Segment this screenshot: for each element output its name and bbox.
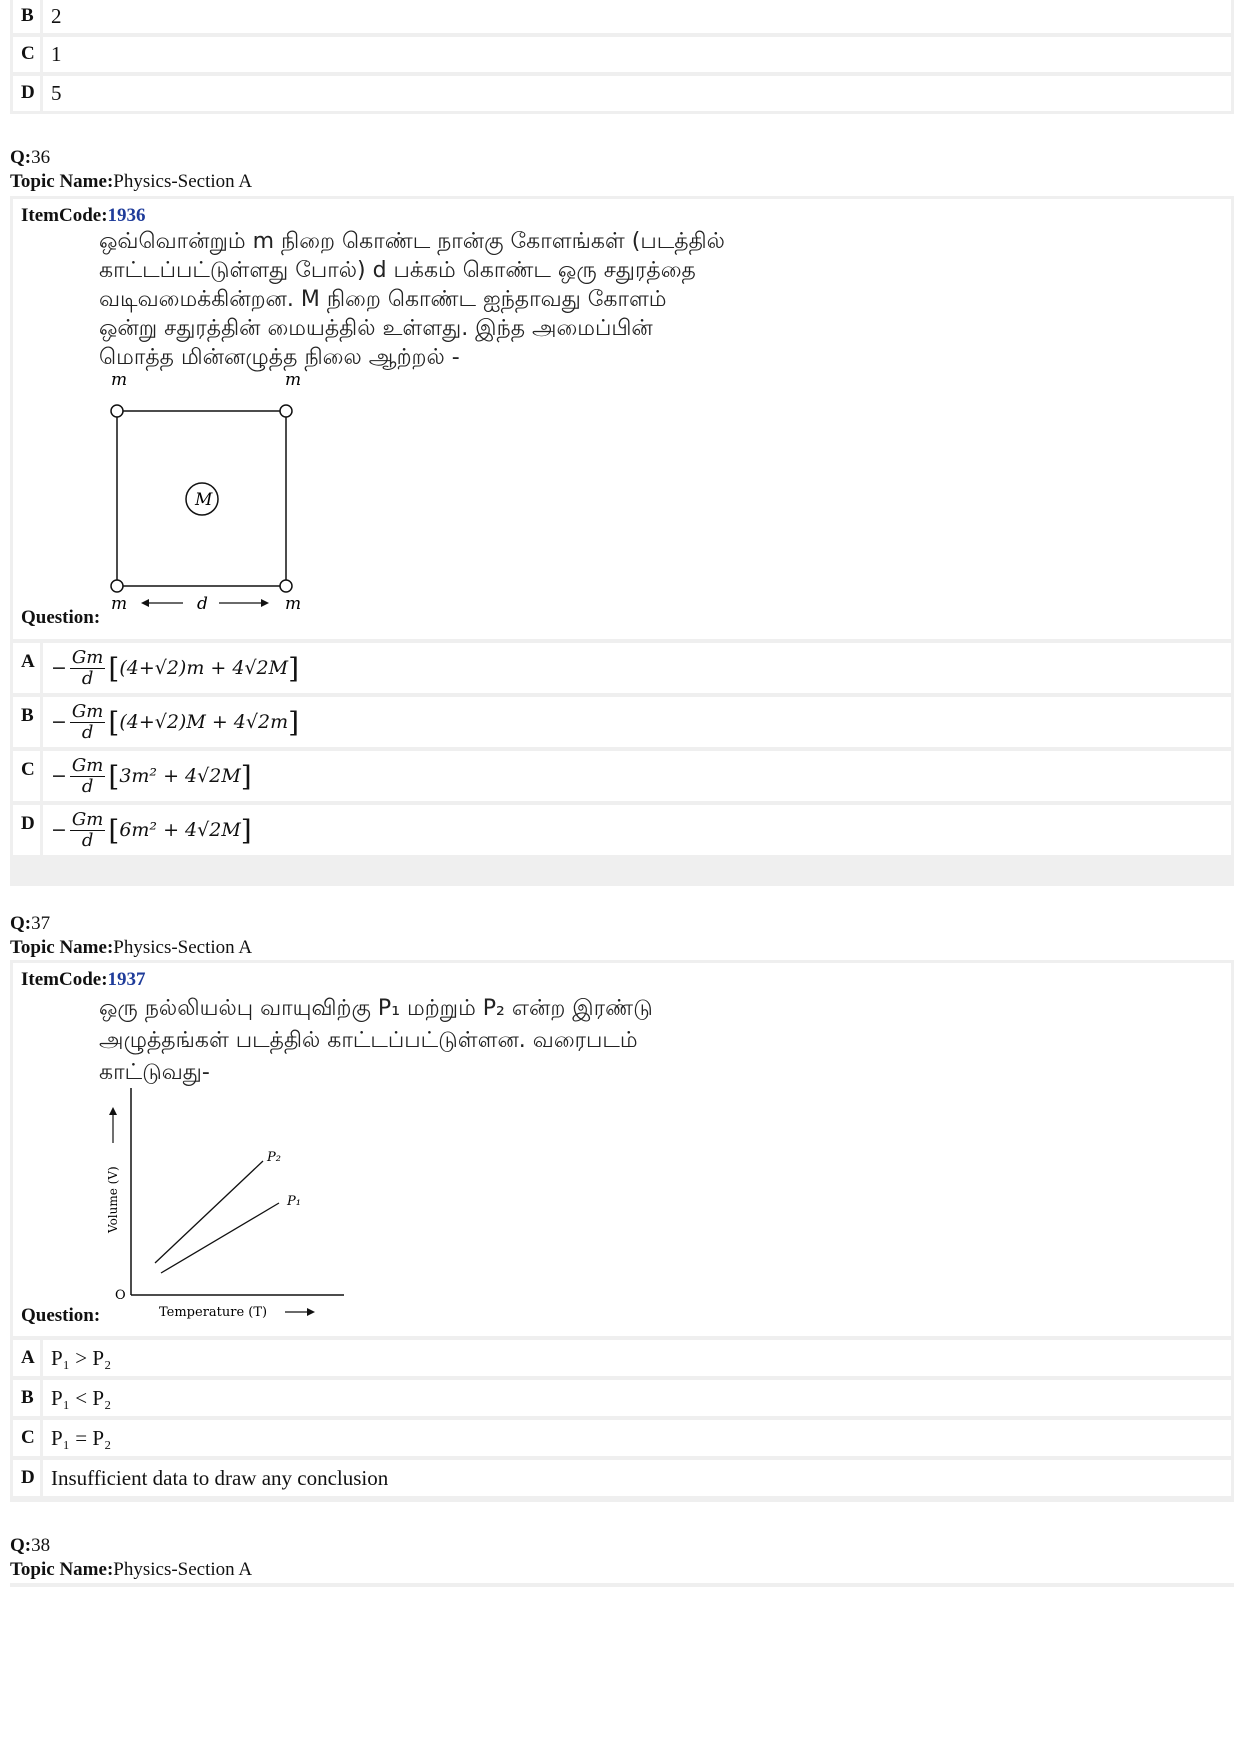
topic-name: Physics-Section A	[113, 1559, 253, 1580]
option-label: D	[13, 1460, 43, 1496]
option-text: Insufficient data to draw any conclusion	[51, 1465, 389, 1490]
mass-label-top-right: m	[285, 371, 302, 390]
line-p1	[161, 1203, 279, 1273]
q-label: Q:	[10, 913, 32, 934]
q-number: 36	[31, 147, 51, 168]
square-masses-figure	[99, 371, 339, 631]
item-code: ItemCode:1936	[21, 205, 146, 226]
question-label: Question:	[21, 1305, 101, 1326]
option-row	[13, 805, 1231, 855]
q-number: 38	[31, 1535, 51, 1556]
option-row	[13, 697, 1231, 747]
volume-temperature-graph	[99, 1083, 359, 1328]
option-label: A	[13, 643, 43, 693]
question-body	[13, 963, 1231, 1336]
x-axis-label: Temperature (T)	[159, 1305, 268, 1320]
option-row	[13, 1460, 1231, 1496]
corner-sphere	[111, 580, 123, 592]
option-row	[13, 76, 1231, 111]
option-row	[13, 37, 1231, 72]
mass-label-top-left: m	[111, 371, 128, 390]
option-label: A	[13, 1340, 43, 1376]
corner-sphere	[280, 405, 292, 417]
option-formula: − $\frac{Gm}{d}$ [ (4+√2)M + 4√2m ]	[51, 700, 300, 743]
p1-label: P₁	[287, 1194, 301, 1209]
q-number: 37	[31, 913, 51, 934]
option-label: C	[13, 37, 43, 72]
q-label: Q:	[10, 1535, 32, 1556]
option-label: C	[13, 751, 43, 801]
item-code: ItemCode:1937	[21, 969, 146, 990]
origin-label: O	[115, 1288, 126, 1303]
topic-label: Topic Name:	[10, 1559, 114, 1580]
question-header-37	[10, 912, 252, 960]
topic-name: Physics-Section A	[113, 171, 253, 192]
option-label: D	[13, 76, 43, 111]
q-label: Q:	[10, 147, 32, 168]
option-label: C	[13, 1420, 43, 1456]
question-body	[13, 199, 1231, 639]
option-formula: − $\frac{Gm}{d}$ [ (4+√2)m + 4√2M ]	[51, 646, 300, 689]
option-formula: − $\frac{Gm}{d}$ [ 6m² + 4√2M ]	[51, 808, 252, 851]
mass-label-bottom-left: m	[111, 594, 128, 614]
topic-label: Topic Name:	[10, 171, 114, 192]
p2-label: P₂	[267, 1150, 281, 1165]
question-text: ஒவ்வொன்றும் m நிறை கொண்ட நான்கு கோளங்கள் (படத்தில் காட்டப்பட்டுள்ளது போல்) d பக்கம் கொண்ட ஒரு சதுரத்தை வடிவமைக்கின்றன. M நிறை கொண்ட ஐந்தாவது கோளம் ஒன்று சதுரத்தின் மையத்தில் உள்ளது. இந்த அமைப்பின் மொத்த மின்னழுத்த நிலை ஆற்றல் -	[99, 229, 725, 370]
option-formula: − $\frac{Gm}{d}$ [ 3m² + 4√2M ]	[51, 754, 252, 797]
corner-sphere	[111, 405, 123, 417]
question-text: ஒரு நல்லியல்பு வாயுவிற்கு P₁ மற்றும் P₂ என்ற இரண்டு அழுத்தங்கள் படத்தில் காட்டப்பட்டுள்ளன. வரைபடம் காட்டுவது-	[99, 996, 653, 1085]
option-row	[13, 1340, 1231, 1376]
line-p2	[155, 1161, 263, 1263]
option-label: B	[13, 0, 43, 33]
mass-label-bottom-right: m	[285, 594, 302, 614]
arrow-head-right	[261, 599, 269, 607]
question-label: Question:	[21, 607, 101, 628]
topic-label: Topic Name:	[10, 937, 114, 958]
side-length-label: d	[197, 594, 208, 614]
topic-name: Physics-Section A	[113, 937, 253, 958]
option-text: 2	[51, 3, 62, 28]
option-row	[13, 643, 1231, 693]
arrow-head-left	[141, 599, 149, 607]
prev-question-options	[10, 0, 1234, 114]
option-text: P₁ = P₂	[51, 1425, 112, 1450]
question-header-38	[10, 1534, 252, 1582]
y-arrow-head	[109, 1107, 117, 1115]
question-block-36	[10, 196, 1234, 886]
corner-sphere	[280, 580, 292, 592]
option-text: P₁ < P₂	[51, 1385, 112, 1410]
question-header-36	[10, 146, 252, 194]
x-arrow-head	[307, 1308, 315, 1316]
option-row	[13, 1420, 1231, 1456]
option-label: B	[13, 1380, 43, 1416]
question-block-37	[10, 960, 1234, 1502]
option-text: 5	[51, 81, 62, 105]
question-38-top-border	[10, 1583, 1234, 1587]
option-label: B	[13, 697, 43, 747]
option-row	[13, 0, 1231, 33]
y-axis-label: Volume (V)	[106, 1166, 120, 1233]
option-text: 1	[51, 42, 62, 66]
option-text: P₁ > P₂	[51, 1345, 112, 1370]
option-row	[13, 751, 1231, 801]
option-label: D	[13, 805, 43, 855]
option-row	[13, 1380, 1231, 1416]
center-mass-label: M	[195, 490, 213, 510]
